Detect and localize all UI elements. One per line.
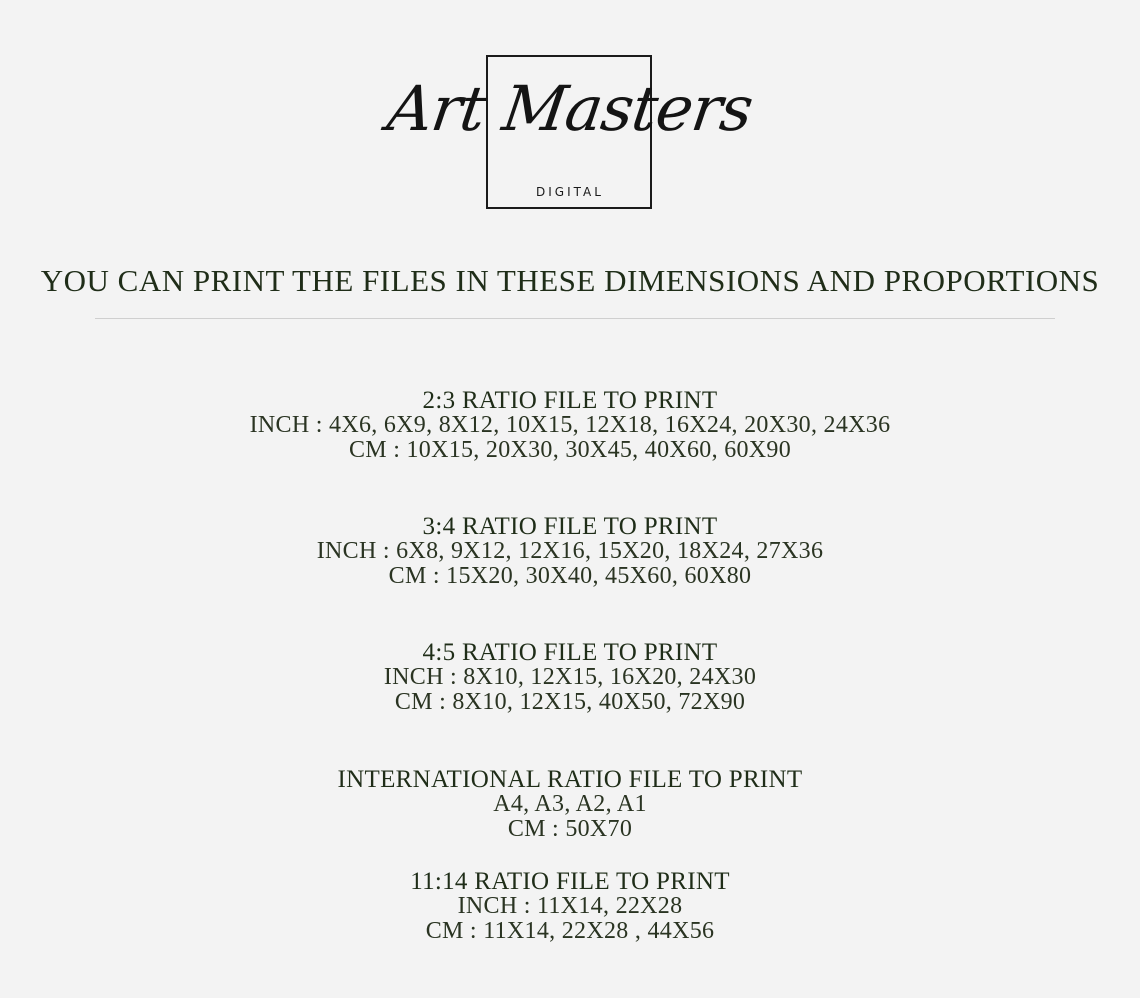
cm-sizes: CM : 10X15, 20X30, 30X45, 40X60, 60X90 — [348, 437, 792, 463]
ratio-block-2-3 — [0, 388, 1140, 463]
ratio-block-international — [0, 767, 1140, 842]
paper-sizes: A4, A3, A2, A1 — [493, 791, 647, 817]
cm-sizes: CM : 15X20, 30X40, 45X60, 60X80 — [388, 563, 752, 589]
inch-sizes: INCH : 6X8, 9X12, 12X16, 15X20, 18X24, 27X36 — [316, 538, 824, 564]
cm-sizes: CM : 8X10, 12X15, 40X50, 72X90 — [394, 689, 746, 715]
ratio-title: 11:14 RATIO FILE TO PRINT — [410, 868, 730, 895]
inch-sizes: INCH : 8X10, 12X15, 16X20, 24X30 — [383, 664, 757, 690]
inch-sizes: INCH : 4X6, 6X9, 8X12, 10X15, 12X18, 16X24, 20X30, 24X36 — [249, 412, 891, 438]
logo-subtitle: DIGITAL — [536, 185, 604, 199]
logo-script-text: Art Masters — [383, 72, 757, 145]
ratio-title: 2:3 RATIO FILE TO PRINT — [422, 387, 718, 414]
ratio-title: 3:4 RATIO FILE TO PRINT — [422, 513, 718, 540]
inch-sizes: INCH : 11X14, 22X28 — [457, 893, 683, 919]
ratio-block-3-4 — [0, 514, 1140, 589]
ratio-title: INTERNATIONAL RATIO FILE TO PRINT — [337, 766, 803, 793]
brand-logo — [0, 0, 1140, 230]
ratio-title: 4:5 RATIO FILE TO PRINT — [422, 639, 718, 666]
cm-sizes: CM : 11X14, 22X28 , 44X56 — [425, 918, 715, 944]
cm-sizes: CM : 50X70 — [507, 816, 633, 842]
ratio-block-4-5 — [0, 640, 1140, 715]
ratio-block-11-14 — [0, 869, 1140, 944]
heading-divider — [95, 318, 1055, 319]
page-heading: YOU CAN PRINT THE FILES IN THESE DIMENSIONS AND PROPORTIONS — [40, 263, 1100, 298]
